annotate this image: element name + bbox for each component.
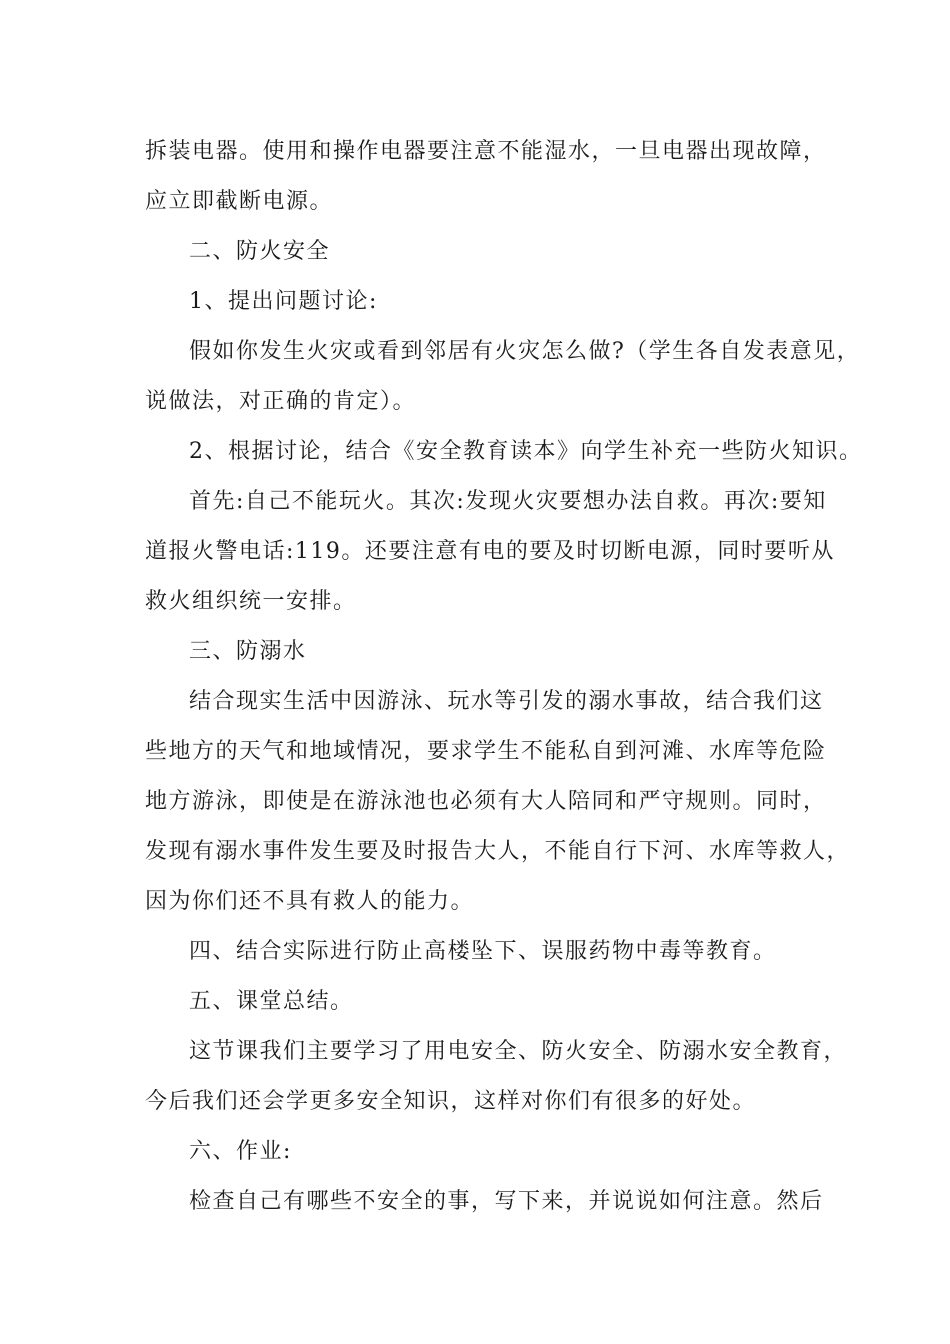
text-line: 因为你们还不具有救人的能力。 [145,889,475,914]
text-line: 六、作业: [189,1139,292,1164]
body-paragraph [145,127,835,227]
text-line: 假如你发生火灾或看到邻居有火灾怎么做?（学生各自发表意见， [189,339,861,364]
body-paragraph [145,1177,835,1227]
text-line: 地方游泳，即使是在游泳池也必须有大人陪同和严守规则。同时， [145,789,827,814]
text-line: 拆装电器。使用和操作电器要注意不能湿水，一旦电器出现故障， [145,139,827,164]
text-line: 些地方的天气和地域情况，要求学生不能私自到河滩、水库等危险 [145,739,827,764]
section-heading [145,627,835,677]
body-paragraph [145,327,861,427]
text-line: 四、结合实际进行防止高楼坠下、误服药物中毒等教育。 [189,939,777,964]
text-line: 发现有溺水事件发生要及时报告大人，不能自行下河、水库等救人， [145,839,851,864]
section-heading [145,977,835,1027]
section-heading [145,227,835,277]
document-body [145,127,863,1227]
text-line: 2、根据讨论，结合《安全教育读本》向学生补充一些防火知识。 [189,439,863,464]
text-line: 三、防溺水 [189,639,307,664]
body-paragraph [145,1027,848,1127]
text-line: 结合现实生活中因游泳、玩水等引发的溺水事故，结合我们这 [189,689,824,714]
text-line: 五、课堂总结。 [189,989,354,1014]
body-paragraph [145,277,835,327]
text-line: 1、提出问题讨论: [189,289,378,314]
body-paragraph [145,427,863,477]
text-line: 检查自己有哪些不安全的事，写下来，并说说如何注意。然后 [189,1189,824,1214]
body-paragraph [145,477,835,627]
text-line: 首先:自己不能玩火。其次:发现火灾要想办法自救。再次:要知 [189,489,827,514]
text-line: 应立即截断电源。 [145,189,334,214]
section-heading [145,1127,835,1177]
text-line: 这节课我们主要学习了用电安全、防火安全、防溺水安全教育， [189,1039,848,1064]
text-line: 道报火警电话:119。还要注意有电的要及时切断电源，同时要听从 [145,539,835,564]
body-paragraph [145,677,851,927]
section-heading [145,927,835,977]
text-line: 救火组织统一安排。 [145,589,357,614]
text-line: 今后我们还会学更多安全知识，这样对你们有很多的好处。 [145,1089,757,1114]
text-line: 说做法，对正确的肯定）。 [145,389,417,414]
text-line: 二、防火安全 [189,239,331,264]
